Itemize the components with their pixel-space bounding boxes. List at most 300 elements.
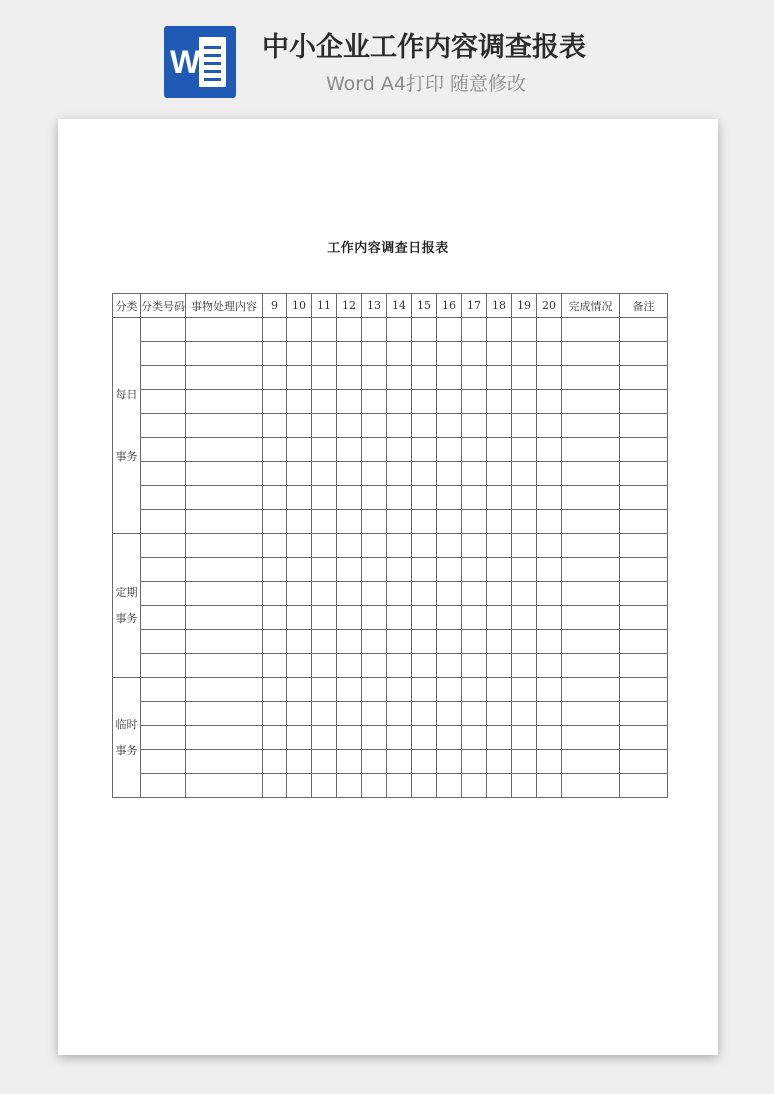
table-cell[interactable]	[186, 342, 263, 366]
table-cell[interactable]	[512, 558, 537, 582]
table-cell[interactable]	[412, 414, 437, 438]
table-cell[interactable]	[186, 558, 263, 582]
table-cell[interactable]	[287, 366, 312, 390]
table-cell[interactable]	[287, 486, 312, 510]
table-cell[interactable]	[537, 510, 562, 534]
table-cell[interactable]	[412, 486, 437, 510]
table-cell[interactable]	[312, 534, 337, 558]
table-cell[interactable]	[362, 390, 387, 414]
table-cell[interactable]	[263, 558, 287, 582]
table-cell[interactable]	[312, 702, 337, 726]
table-cell[interactable]	[387, 750, 412, 774]
table-cell[interactable]	[387, 366, 412, 390]
table-cell[interactable]	[487, 510, 512, 534]
table-cell[interactable]	[512, 750, 537, 774]
table-cell[interactable]	[487, 486, 512, 510]
table-cell[interactable]	[562, 558, 620, 582]
table-cell[interactable]	[337, 606, 362, 630]
table-cell[interactable]	[141, 366, 186, 390]
table-cell[interactable]	[462, 654, 487, 678]
table-cell[interactable]	[141, 438, 186, 462]
table-cell[interactable]	[512, 342, 537, 366]
table-cell[interactable]	[462, 414, 487, 438]
table-cell[interactable]	[562, 486, 620, 510]
table-cell[interactable]	[387, 510, 412, 534]
table-cell[interactable]	[186, 726, 263, 750]
table-cell[interactable]	[312, 390, 337, 414]
table-cell[interactable]	[312, 750, 337, 774]
table-cell[interactable]	[437, 558, 462, 582]
table-cell[interactable]	[141, 558, 186, 582]
table-cell[interactable]	[537, 414, 562, 438]
table-cell[interactable]	[362, 462, 387, 486]
table-cell[interactable]	[620, 774, 668, 798]
table-cell[interactable]	[562, 726, 620, 750]
table-cell[interactable]	[387, 630, 412, 654]
table-cell[interactable]	[412, 342, 437, 366]
table-cell[interactable]	[412, 702, 437, 726]
table-cell[interactable]	[620, 486, 668, 510]
table-cell[interactable]	[141, 510, 186, 534]
table-cell[interactable]	[512, 678, 537, 702]
table-cell[interactable]	[362, 318, 387, 342]
table-cell[interactable]	[437, 678, 462, 702]
table-cell[interactable]	[337, 750, 362, 774]
table-cell[interactable]	[362, 534, 387, 558]
table-cell[interactable]	[287, 774, 312, 798]
table-cell[interactable]	[387, 702, 412, 726]
table-cell[interactable]	[437, 606, 462, 630]
table-cell[interactable]	[412, 582, 437, 606]
table-cell[interactable]	[437, 726, 462, 750]
table-cell[interactable]	[141, 654, 186, 678]
table-cell[interactable]	[186, 774, 263, 798]
table-cell[interactable]	[186, 438, 263, 462]
table-cell[interactable]	[337, 582, 362, 606]
table-cell[interactable]	[186, 318, 263, 342]
table-cell[interactable]	[312, 582, 337, 606]
table-cell[interactable]	[487, 390, 512, 414]
table-cell[interactable]	[387, 318, 412, 342]
table-cell[interactable]	[462, 438, 487, 462]
table-cell[interactable]	[287, 702, 312, 726]
table-cell[interactable]	[437, 510, 462, 534]
table-cell[interactable]	[337, 678, 362, 702]
table-cell[interactable]	[186, 510, 263, 534]
table-cell[interactable]	[537, 702, 562, 726]
table-cell[interactable]	[387, 726, 412, 750]
table-cell[interactable]	[186, 414, 263, 438]
table-cell[interactable]	[312, 558, 337, 582]
table-cell[interactable]	[387, 414, 412, 438]
table-cell[interactable]	[620, 318, 668, 342]
table-cell[interactable]	[562, 510, 620, 534]
table-cell[interactable]	[263, 678, 287, 702]
table-cell[interactable]	[186, 678, 263, 702]
table-cell[interactable]	[312, 414, 337, 438]
table-cell[interactable]	[337, 702, 362, 726]
table-cell[interactable]	[337, 774, 362, 798]
table-cell[interactable]	[312, 774, 337, 798]
table-cell[interactable]	[620, 654, 668, 678]
table-cell[interactable]	[312, 438, 337, 462]
table-cell[interactable]	[141, 390, 186, 414]
table-cell[interactable]	[141, 342, 186, 366]
table-cell[interactable]	[462, 342, 487, 366]
table-cell[interactable]	[312, 318, 337, 342]
table-cell[interactable]	[362, 750, 387, 774]
table-cell[interactable]	[487, 438, 512, 462]
table-cell[interactable]	[312, 630, 337, 654]
table-cell[interactable]	[412, 462, 437, 486]
table-cell[interactable]	[362, 510, 387, 534]
table-cell[interactable]	[437, 414, 462, 438]
table-cell[interactable]	[412, 318, 437, 342]
table-cell[interactable]	[620, 630, 668, 654]
table-cell[interactable]	[412, 438, 437, 462]
table-cell[interactable]	[487, 750, 512, 774]
table-cell[interactable]	[287, 534, 312, 558]
table-cell[interactable]	[263, 438, 287, 462]
table-cell[interactable]	[512, 414, 537, 438]
table-cell[interactable]	[462, 702, 487, 726]
table-cell[interactable]	[437, 750, 462, 774]
table-cell[interactable]	[620, 582, 668, 606]
table-cell[interactable]	[387, 558, 412, 582]
table-cell[interactable]	[362, 582, 387, 606]
table-cell[interactable]	[462, 558, 487, 582]
table-cell[interactable]	[562, 582, 620, 606]
table-cell[interactable]	[412, 774, 437, 798]
table-cell[interactable]	[487, 654, 512, 678]
table-cell[interactable]	[263, 606, 287, 630]
table-cell[interactable]	[562, 702, 620, 726]
table-cell[interactable]	[537, 726, 562, 750]
table-cell[interactable]	[487, 414, 512, 438]
table-cell[interactable]	[387, 774, 412, 798]
table-cell[interactable]	[263, 702, 287, 726]
table-cell[interactable]	[287, 342, 312, 366]
table-cell[interactable]	[620, 414, 668, 438]
table-cell[interactable]	[287, 582, 312, 606]
table-cell[interactable]	[287, 318, 312, 342]
table-cell[interactable]	[462, 318, 487, 342]
table-cell[interactable]	[487, 342, 512, 366]
table-cell[interactable]	[263, 630, 287, 654]
table-cell[interactable]	[562, 606, 620, 630]
table-cell[interactable]	[337, 318, 362, 342]
table-cell[interactable]	[362, 678, 387, 702]
table-cell[interactable]	[362, 606, 387, 630]
table-cell[interactable]	[512, 606, 537, 630]
table-cell[interactable]	[362, 414, 387, 438]
table-cell[interactable]	[186, 702, 263, 726]
table-cell[interactable]	[287, 630, 312, 654]
table-cell[interactable]	[462, 534, 487, 558]
table-cell[interactable]	[263, 510, 287, 534]
table-cell[interactable]	[462, 606, 487, 630]
table-cell[interactable]	[287, 390, 312, 414]
table-cell[interactable]	[412, 630, 437, 654]
table-cell[interactable]	[487, 630, 512, 654]
table-cell[interactable]	[537, 678, 562, 702]
table-cell[interactable]	[337, 726, 362, 750]
table-cell[interactable]	[362, 558, 387, 582]
table-cell[interactable]	[562, 534, 620, 558]
table-cell[interactable]	[362, 438, 387, 462]
table-cell[interactable]	[512, 462, 537, 486]
table-cell[interactable]	[186, 390, 263, 414]
table-cell[interactable]	[312, 486, 337, 510]
table-cell[interactable]	[537, 318, 562, 342]
table-cell[interactable]	[620, 558, 668, 582]
table-cell[interactable]	[387, 342, 412, 366]
table-cell[interactable]	[312, 510, 337, 534]
table-cell[interactable]	[337, 438, 362, 462]
table-cell[interactable]	[337, 414, 362, 438]
table-cell[interactable]	[287, 510, 312, 534]
table-cell[interactable]	[337, 510, 362, 534]
table-cell[interactable]	[512, 654, 537, 678]
table-cell[interactable]	[437, 366, 462, 390]
table-cell[interactable]	[562, 318, 620, 342]
table-cell[interactable]	[312, 462, 337, 486]
table-cell[interactable]	[312, 678, 337, 702]
table-cell[interactable]	[337, 390, 362, 414]
table-cell[interactable]	[562, 366, 620, 390]
table-cell[interactable]	[620, 510, 668, 534]
table-cell[interactable]	[537, 750, 562, 774]
table-cell[interactable]	[462, 582, 487, 606]
table-cell[interactable]	[263, 318, 287, 342]
table-cell[interactable]	[462, 462, 487, 486]
table-cell[interactable]	[263, 534, 287, 558]
table-cell[interactable]	[487, 582, 512, 606]
table-cell[interactable]	[412, 366, 437, 390]
table-cell[interactable]	[512, 318, 537, 342]
table-cell[interactable]	[263, 750, 287, 774]
table-cell[interactable]	[512, 438, 537, 462]
table-cell[interactable]	[437, 318, 462, 342]
table-cell[interactable]	[263, 726, 287, 750]
table-cell[interactable]	[141, 630, 186, 654]
table-cell[interactable]	[487, 318, 512, 342]
table-cell[interactable]	[186, 486, 263, 510]
table-cell[interactable]	[487, 678, 512, 702]
table-cell[interactable]	[562, 630, 620, 654]
table-cell[interactable]	[512, 366, 537, 390]
table-cell[interactable]	[562, 390, 620, 414]
table-cell[interactable]	[362, 702, 387, 726]
table-cell[interactable]	[620, 750, 668, 774]
table-cell[interactable]	[337, 366, 362, 390]
table-cell[interactable]	[620, 606, 668, 630]
table-cell[interactable]	[537, 774, 562, 798]
table-cell[interactable]	[437, 390, 462, 414]
table-cell[interactable]	[620, 702, 668, 726]
table-cell[interactable]	[287, 726, 312, 750]
table-cell[interactable]	[362, 774, 387, 798]
table-cell[interactable]	[141, 486, 186, 510]
table-cell[interactable]	[263, 486, 287, 510]
table-cell[interactable]	[287, 606, 312, 630]
table-cell[interactable]	[141, 606, 186, 630]
table-cell[interactable]	[141, 414, 186, 438]
table-cell[interactable]	[512, 486, 537, 510]
table-cell[interactable]	[512, 510, 537, 534]
table-cell[interactable]	[537, 486, 562, 510]
table-cell[interactable]	[141, 774, 186, 798]
table-cell[interactable]	[186, 750, 263, 774]
table-cell[interactable]	[512, 582, 537, 606]
table-cell[interactable]	[337, 486, 362, 510]
table-cell[interactable]	[620, 342, 668, 366]
table-cell[interactable]	[186, 366, 263, 390]
table-cell[interactable]	[312, 366, 337, 390]
table-cell[interactable]	[337, 462, 362, 486]
table-cell[interactable]	[312, 654, 337, 678]
table-cell[interactable]	[263, 462, 287, 486]
table-cell[interactable]	[387, 486, 412, 510]
table-cell[interactable]	[387, 678, 412, 702]
table-cell[interactable]	[537, 438, 562, 462]
table-cell[interactable]	[562, 438, 620, 462]
table-cell[interactable]	[387, 534, 412, 558]
table-cell[interactable]	[462, 726, 487, 750]
table-cell[interactable]	[437, 486, 462, 510]
table-cell[interactable]	[620, 678, 668, 702]
table-cell[interactable]	[537, 558, 562, 582]
table-cell[interactable]	[487, 558, 512, 582]
table-cell[interactable]	[412, 606, 437, 630]
table-cell[interactable]	[562, 774, 620, 798]
table-cell[interactable]	[362, 726, 387, 750]
table-cell[interactable]	[437, 702, 462, 726]
table-cell[interactable]	[263, 342, 287, 366]
table-cell[interactable]	[141, 582, 186, 606]
table-cell[interactable]	[437, 534, 462, 558]
table-cell[interactable]	[462, 366, 487, 390]
table-cell[interactable]	[412, 654, 437, 678]
table-cell[interactable]	[412, 726, 437, 750]
table-cell[interactable]	[620, 366, 668, 390]
table-cell[interactable]	[537, 606, 562, 630]
table-cell[interactable]	[537, 534, 562, 558]
table-cell[interactable]	[537, 582, 562, 606]
table-cell[interactable]	[186, 654, 263, 678]
table-cell[interactable]	[287, 678, 312, 702]
table-cell[interactable]	[141, 702, 186, 726]
table-cell[interactable]	[487, 726, 512, 750]
table-cell[interactable]	[287, 414, 312, 438]
table-cell[interactable]	[141, 678, 186, 702]
table-cell[interactable]	[437, 654, 462, 678]
table-cell[interactable]	[362, 630, 387, 654]
table-cell[interactable]	[562, 654, 620, 678]
table-cell[interactable]	[362, 366, 387, 390]
table-cell[interactable]	[512, 774, 537, 798]
table-cell[interactable]	[287, 438, 312, 462]
table-cell[interactable]	[412, 750, 437, 774]
table-cell[interactable]	[537, 342, 562, 366]
table-cell[interactable]	[312, 726, 337, 750]
table-cell[interactable]	[437, 630, 462, 654]
table-cell[interactable]	[620, 462, 668, 486]
table-cell[interactable]	[387, 606, 412, 630]
table-cell[interactable]	[387, 654, 412, 678]
table-cell[interactable]	[186, 534, 263, 558]
table-cell[interactable]	[263, 654, 287, 678]
table-cell[interactable]	[620, 726, 668, 750]
table-cell[interactable]	[186, 630, 263, 654]
table-cell[interactable]	[512, 702, 537, 726]
table-cell[interactable]	[141, 534, 186, 558]
table-cell[interactable]	[487, 606, 512, 630]
table-cell[interactable]	[312, 606, 337, 630]
table-cell[interactable]	[186, 462, 263, 486]
table-cell[interactable]	[186, 582, 263, 606]
table-cell[interactable]	[437, 582, 462, 606]
table-cell[interactable]	[337, 654, 362, 678]
table-cell[interactable]	[462, 486, 487, 510]
table-cell[interactable]	[537, 366, 562, 390]
table-cell[interactable]	[263, 366, 287, 390]
table-cell[interactable]	[387, 582, 412, 606]
table-cell[interactable]	[512, 534, 537, 558]
table-cell[interactable]	[462, 630, 487, 654]
table-cell[interactable]	[487, 774, 512, 798]
table-cell[interactable]	[537, 390, 562, 414]
table-cell[interactable]	[462, 678, 487, 702]
table-cell[interactable]	[141, 318, 186, 342]
table-cell[interactable]	[462, 390, 487, 414]
table-cell[interactable]	[263, 774, 287, 798]
table-cell[interactable]	[186, 606, 263, 630]
table-cell[interactable]	[287, 750, 312, 774]
table-cell[interactable]	[312, 342, 337, 366]
table-cell[interactable]	[487, 702, 512, 726]
table-cell[interactable]	[437, 462, 462, 486]
table-cell[interactable]	[362, 342, 387, 366]
table-cell[interactable]	[537, 630, 562, 654]
table-cell[interactable]	[287, 654, 312, 678]
table-cell[interactable]	[437, 774, 462, 798]
table-cell[interactable]	[362, 654, 387, 678]
table-cell[interactable]	[620, 390, 668, 414]
table-cell[interactable]	[562, 750, 620, 774]
table-cell[interactable]	[263, 414, 287, 438]
table-cell[interactable]	[487, 462, 512, 486]
table-cell[interactable]	[437, 342, 462, 366]
table-cell[interactable]	[263, 582, 287, 606]
table-cell[interactable]	[337, 342, 362, 366]
table-cell[interactable]	[412, 678, 437, 702]
table-cell[interactable]	[387, 390, 412, 414]
table-cell[interactable]	[141, 462, 186, 486]
table-cell[interactable]	[412, 390, 437, 414]
table-cell[interactable]	[537, 462, 562, 486]
table-cell[interactable]	[337, 630, 362, 654]
table-cell[interactable]	[362, 486, 387, 510]
table-cell[interactable]	[562, 342, 620, 366]
table-cell[interactable]	[412, 534, 437, 558]
table-cell[interactable]	[462, 510, 487, 534]
table-cell[interactable]	[487, 366, 512, 390]
table-cell[interactable]	[562, 462, 620, 486]
table-cell[interactable]	[141, 750, 186, 774]
table-cell[interactable]	[512, 726, 537, 750]
table-cell[interactable]	[512, 390, 537, 414]
